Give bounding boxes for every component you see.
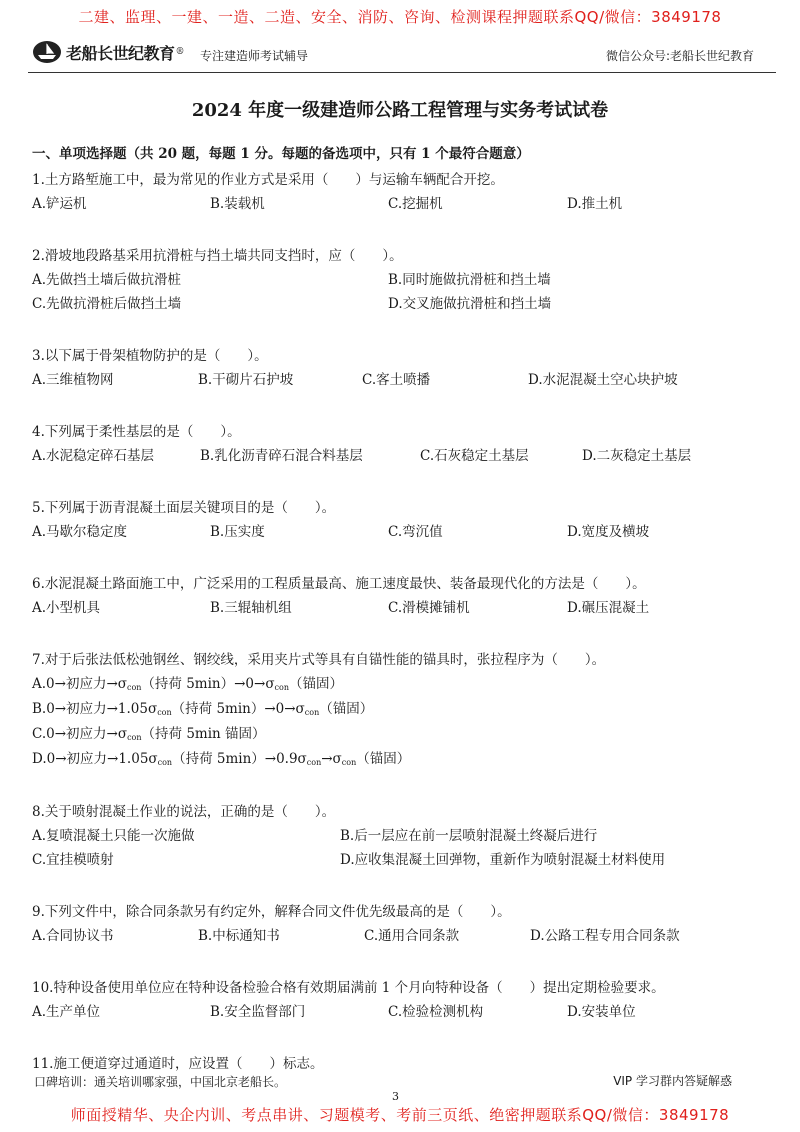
question-6 <box>32 572 772 620</box>
option-b: B.装载机 <box>210 196 265 212</box>
option-d: D.0→初应力$\to 1.05\sigma_{con}$（持荷 $5\min)\to 0.9\sigma_{con}\to\sigma_{con}$（锚固） <box>32 751 411 767</box>
option-c: C.通用合同条款 <box>364 928 460 944</box>
option-d: D.应收集混凝土回弹物，重新作为喷射混凝土材料使用 <box>340 852 666 868</box>
option-a: A.合同协议书 <box>32 928 114 944</box>
bottom-promo-banner: 师面授精华、央企内训、考点串讲、习题模考、考前三页纸、绝密押题联系QQ/微信：3849178 <box>70 1106 730 1124</box>
question-3 <box>32 344 772 392</box>
question-7 <box>32 648 772 772</box>
option-c: C.宜挂模喷射 <box>32 852 114 868</box>
option-b: B.三辊轴机组 <box>210 600 292 616</box>
option-a: A.水泥稳定碎石基层 <box>32 448 155 464</box>
page-header <box>32 40 772 72</box>
registered-mark: ® <box>175 47 185 57</box>
question-stem: 10.特种设备使用单位应在特种设备检验合格有效期届满前 1 个月向特种设备（ ）提出定期检验要求。 <box>32 980 665 996</box>
option-d: D.安装单位 <box>567 1004 636 1020</box>
option-c: C.先做抗滑桩后做挡土墙 <box>32 296 182 312</box>
question-stem: 2.滑坡地段路基采用抗滑桩与挡土墙共同支挡时，应（ ）。 <box>32 248 403 264</box>
question-stem: 11.施工便道穿过通道时，应设置（ ）标志。 <box>32 1056 324 1072</box>
option-d: D.宽度及横坡 <box>567 524 650 540</box>
question-2 <box>32 244 772 316</box>
question-stem: 7.对于后张法低松弛钢丝、钢绞线，采用夹片式等具有自锚性能的锚具时，张拉程序为（ ）。 <box>32 652 606 668</box>
option-a: A.马歇尔稳定度 <box>32 524 128 540</box>
option-b: B.后一层应在前一层喷射混凝土终凝后进行 <box>340 828 598 844</box>
option-d: D.碾压混凝土 <box>567 600 650 616</box>
option-c: C.挖掘机 <box>388 196 443 212</box>
question-stem: 9.下列文件中，除合同条款另有约定外，解释合同文件优先级最高的是（ ）。 <box>32 904 511 920</box>
logo-text: 老船长世纪教育 <box>66 43 175 63</box>
option-b: B.安全监督部门 <box>210 1004 306 1020</box>
option-a: A.复喷混凝土只能一次施做 <box>32 828 195 844</box>
exam-content <box>32 142 772 1076</box>
header-divider <box>28 72 776 73</box>
page-number: 3 <box>392 1090 399 1103</box>
option-b: B.中标通知书 <box>198 928 280 944</box>
option-c: C.石灰稳定土基层 <box>420 448 529 464</box>
header-subtitle: 专注建造师考试辅导 <box>200 49 309 63</box>
option-c: C.客土喷播 <box>362 372 431 388</box>
option-d: D.水泥混凝土空心块护坡 <box>528 372 678 388</box>
option-a: A.0→初应力$\to\sigma_{con}$（持荷 $5\min)\to 0\to\sigma_{con}$（锚固） <box>32 676 343 692</box>
option-b: B.干砌片石护坡 <box>198 372 294 388</box>
question-1 <box>32 168 772 216</box>
option-d: D.交叉施做抗滑桩和挡土墙 <box>388 296 552 312</box>
question-stem: 1.土方路堑施工中，最为常见的作业方式是采用（ ）与运输车辆配合开挖。 <box>32 172 504 188</box>
option-a: A.生产单位 <box>32 1004 101 1020</box>
logo <box>32 40 185 64</box>
option-d: D.公路工程专用合同条款 <box>530 928 680 944</box>
option-c: C.检验检测机构 <box>388 1004 484 1020</box>
option-b: B.压实度 <box>210 524 265 540</box>
footer-vip-note: VIP 学习群内答疑解惑 <box>613 1074 732 1088</box>
question-5 <box>32 496 772 544</box>
top-promo-banner: 二建、监理、一建、一造、二造、安全、消防、咨询、检测课程押题联系QQ/微信：3849178 <box>78 8 722 26</box>
wechat-account: 微信公众号:老船长世纪教育 <box>605 49 754 63</box>
question-stem: 3.以下属于骨架植物防护的是（ ）。 <box>32 348 268 364</box>
question-9 <box>32 900 772 948</box>
question-stem: 5.下列属于沥青混凝土面层关键项目的是（ ）。 <box>32 500 336 516</box>
option-b: B.乳化沥青碎石混合料基层 <box>200 448 363 464</box>
option-c: C.0→初应力$\to\sigma_{con}$（持荷 5min 锚固） <box>32 726 266 742</box>
exam-title: 2024 年度一级建造师公路工程管理与实务考试试卷 <box>191 100 609 121</box>
section-heading: 一、单项选择题（共 20 题，每题 1 分。每题的备选项中，只有 1 个最符合题意） <box>32 146 530 162</box>
ship-logo-icon <box>32 40 62 64</box>
question-stem: 6.水泥混凝土路面施工中，广泛采用的工程质量最高、施工速度最快、装备最现代化的方法是（ ）。 <box>32 576 646 592</box>
option-b: B.同时施做抗滑桩和挡土墙 <box>388 272 551 288</box>
option-d: D.推土机 <box>567 196 623 212</box>
footer-slogan: 口碑培训：通关培训哪家强，中国北京老船长。 <box>34 1075 287 1089</box>
question-8 <box>32 800 772 872</box>
option-a: A.小型机具 <box>32 600 101 616</box>
option-a: A.铲运机 <box>32 196 87 212</box>
option-b: B.0→初应力$\to 1.05\sigma_{con}$（持荷 $5\min)\to 0\to\sigma_{con}$（锚固） <box>32 701 374 717</box>
question-stem: 8.关于喷射混凝土作业的说法，正确的是（ ）。 <box>32 804 336 820</box>
option-c: C.弯沉值 <box>388 524 443 540</box>
question-4 <box>32 420 772 468</box>
question-stem: 4.下列属于柔性基层的是（ ）。 <box>32 424 241 440</box>
option-d: D.二灰稳定土基层 <box>582 448 692 464</box>
option-c: C.滑模摊铺机 <box>388 600 470 616</box>
question-10 <box>32 976 772 1024</box>
option-a: A.先做挡土墙后做抗滑桩 <box>32 272 182 288</box>
option-a: A.三维植物网 <box>32 372 114 388</box>
